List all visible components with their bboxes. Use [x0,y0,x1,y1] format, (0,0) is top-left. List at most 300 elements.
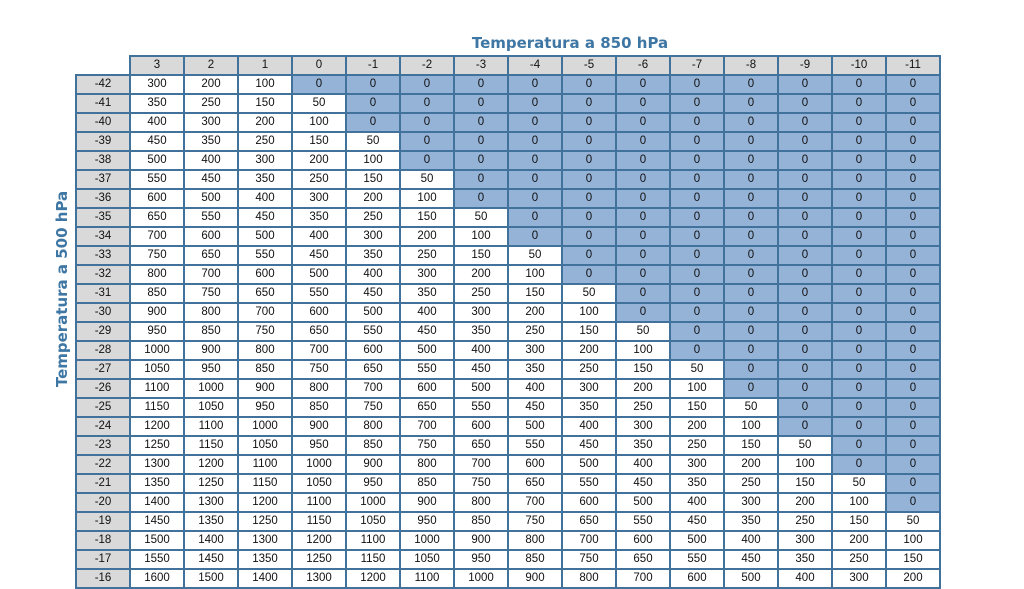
column-header: 3 [130,56,184,75]
table-cell: 1050 [130,360,184,379]
table-row [76,246,940,265]
table-cell: 550 [454,398,508,417]
table-cell: 0 [886,151,940,170]
table-cell: 0 [778,379,832,398]
table-cell: 650 [400,398,454,417]
table-cell: 0 [778,303,832,322]
table-cell: 850 [238,360,292,379]
table-cell: 900 [238,379,292,398]
table-cell: 100 [508,265,562,284]
table-cell: 450 [616,474,670,493]
row-header: -30 [76,303,130,322]
table-cell: 1000 [184,379,238,398]
table-cell: 150 [562,322,616,341]
table-cell: 0 [886,474,940,493]
table-cell: 650 [346,360,400,379]
table-cell: 150 [238,94,292,113]
table-cell: 550 [616,512,670,531]
table-row [76,417,940,436]
table-cell: 450 [400,322,454,341]
table-cell: 50 [616,322,670,341]
table-cell: 100 [454,227,508,246]
table-row [76,550,940,569]
table-cell: 500 [670,531,724,550]
table-cell: 50 [670,360,724,379]
table-cell: 900 [508,569,562,588]
table-cell: 0 [670,208,724,227]
table-cell: 300 [454,303,508,322]
table-cell: 0 [562,227,616,246]
row-header: -35 [76,208,130,227]
table-cell: 250 [508,322,562,341]
table-cell: 0 [616,246,670,265]
row-header: -29 [76,322,130,341]
table-cell: 200 [346,189,400,208]
table-cell: 0 [886,398,940,417]
table-cell: 0 [400,151,454,170]
table-cell: 0 [778,208,832,227]
table-cell: 0 [778,341,832,360]
table-cell: 950 [130,322,184,341]
table-cell: 700 [562,531,616,550]
table-cell: 0 [508,170,562,189]
column-header: -10 [832,56,886,75]
table-cell: 400 [346,265,400,284]
table-cell: 350 [724,512,778,531]
table-cell: 0 [454,170,508,189]
table-cell: 150 [724,436,778,455]
table-cell: 700 [400,417,454,436]
table-cell: 1550 [130,550,184,569]
table-cell: 800 [238,341,292,360]
table-cell: 700 [454,455,508,474]
table-cell: 800 [292,379,346,398]
table-cell: 300 [778,531,832,550]
data-table [75,55,941,589]
table-cell: 350 [562,398,616,417]
table-cell: 250 [454,284,508,303]
table-cell: 250 [400,246,454,265]
table-cell: 50 [400,170,454,189]
table-cell: 0 [508,132,562,151]
table-cell: 1150 [184,436,238,455]
table-cell: 950 [184,360,238,379]
table-cell: 200 [508,303,562,322]
table-cell: 0 [562,208,616,227]
row-header: -39 [76,132,130,151]
table-cell: 0 [670,113,724,132]
table-cell: 0 [670,75,724,94]
table-cell: 1250 [130,436,184,455]
table-cell: 900 [400,493,454,512]
table-cell: 0 [724,208,778,227]
table-cell: 0 [400,94,454,113]
table-cell: 700 [238,303,292,322]
table-cell: 350 [184,132,238,151]
table-cell: 850 [454,512,508,531]
table-cell: 0 [670,151,724,170]
table-cell: 1200 [130,417,184,436]
table-cell: 250 [616,398,670,417]
table-cell: 600 [292,303,346,322]
table-cell: 150 [454,246,508,265]
table-cell: 500 [238,227,292,246]
table-cell: 250 [670,436,724,455]
table-cell: 800 [400,455,454,474]
table-cell: 0 [724,227,778,246]
table-cell: 0 [886,284,940,303]
table-cell: 650 [562,512,616,531]
table-cell: 1150 [346,550,400,569]
table-cell: 100 [832,493,886,512]
table-cell: 800 [562,569,616,588]
table-cell: 500 [724,569,778,588]
table-cell: 0 [832,208,886,227]
table-cell: 1500 [130,531,184,550]
table-cell: 800 [130,265,184,284]
table-cell: 0 [886,322,940,341]
table-cell: 200 [832,531,886,550]
table-cell: 50 [562,284,616,303]
table-cell: 50 [778,436,832,455]
table-cell: 0 [508,151,562,170]
column-axis-title: Temperatura a 850 hPa [471,34,669,52]
table-row [76,474,940,493]
table-cell: 1100 [346,531,400,550]
table-cell: 0 [778,360,832,379]
table-cell: 450 [292,246,346,265]
table-cell: 0 [832,75,886,94]
table-cell: 0 [724,265,778,284]
table-cell: 0 [832,132,886,151]
table-cell: 150 [346,170,400,189]
table-cell: 550 [130,170,184,189]
table-cell: 400 [724,531,778,550]
table-cell: 900 [346,455,400,474]
table-cell: 500 [184,189,238,208]
table-cell: 0 [670,265,724,284]
table-cell: 1450 [130,512,184,531]
table-row [76,569,940,588]
table-cell: 0 [832,265,886,284]
table-cell: 500 [400,341,454,360]
table-cell: 0 [832,322,886,341]
table-cell: 0 [886,113,940,132]
table-cell: 800 [508,531,562,550]
table-cell: 1250 [238,512,292,531]
table-cell: 0 [832,455,886,474]
table-cell: 350 [238,170,292,189]
table-cell: 0 [832,284,886,303]
table-cell: 0 [562,113,616,132]
table-cell: 500 [292,265,346,284]
table-cell: 0 [346,113,400,132]
table-cell: 0 [778,265,832,284]
table-cell: 150 [778,474,832,493]
table-cell: 0 [400,75,454,94]
table-cell: 500 [346,303,400,322]
table-cell: 300 [724,493,778,512]
table-cell: 700 [346,379,400,398]
table-cell: 250 [562,360,616,379]
column-header: 2 [184,56,238,75]
table-cell: 0 [886,493,940,512]
row-header: -17 [76,550,130,569]
table-cell: 100 [238,75,292,94]
row-header: -23 [76,436,130,455]
table-cell: 0 [832,436,886,455]
column-header: -6 [616,56,670,75]
table-cell: 100 [886,531,940,550]
table-cell: 0 [724,284,778,303]
table-cell: 0 [832,398,886,417]
table-cell: 500 [616,493,670,512]
table-cell: 50 [346,132,400,151]
table-cell: 1300 [238,531,292,550]
table-cell: 350 [400,284,454,303]
table-cell: 0 [724,151,778,170]
table-cell: 0 [832,417,886,436]
table-cell: 500 [508,417,562,436]
table-cell: 400 [508,379,562,398]
table-cell: 0 [886,265,940,284]
table-cell: 650 [130,208,184,227]
table-cell: 0 [562,75,616,94]
table-cell: 700 [130,227,184,246]
table-cell: 450 [454,360,508,379]
table-cell: 1100 [130,379,184,398]
table-cell: 0 [886,455,940,474]
table-cell: 0 [778,417,832,436]
table-cell: 700 [616,569,670,588]
table-cell: 600 [346,341,400,360]
table-cell: 250 [724,474,778,493]
row-header: -25 [76,398,130,417]
column-header: -2 [400,56,454,75]
table-cell: 750 [184,284,238,303]
table-cell: 0 [832,94,886,113]
table-cell: 0 [724,322,778,341]
table-cell: 0 [832,303,886,322]
table-cell: 0 [670,284,724,303]
table-cell: 850 [292,398,346,417]
table-cell: 650 [616,550,670,569]
table-cell: 300 [508,341,562,360]
table-cell: 950 [238,398,292,417]
table-cell: 0 [778,113,832,132]
table-cell: 450 [346,284,400,303]
table-cell: 300 [616,417,670,436]
table-cell: 1050 [346,512,400,531]
table-cell: 1050 [400,550,454,569]
table-cell: 0 [562,265,616,284]
table-row [76,151,940,170]
table-cell: 850 [130,284,184,303]
table-cell: 0 [400,132,454,151]
row-header: -33 [76,246,130,265]
table-cell: 0 [454,113,508,132]
table-cell: 400 [292,227,346,246]
table-cell: 900 [454,531,508,550]
table-row [76,512,940,531]
table-cell: 450 [130,132,184,151]
row-header: -22 [76,455,130,474]
table-cell: 1250 [292,550,346,569]
table-cell: 1150 [238,474,292,493]
table-row [76,379,940,398]
table-cell: 550 [346,322,400,341]
table-cell: 300 [346,227,400,246]
table-cell: 700 [508,493,562,512]
table-row [76,284,940,303]
table-cell: 150 [886,550,940,569]
table-cell: 1150 [130,398,184,417]
table-cell: 350 [130,94,184,113]
table-cell: 0 [724,303,778,322]
table-cell: 750 [238,322,292,341]
table-cell: 750 [508,512,562,531]
table-cell: 750 [400,436,454,455]
table-cell: 600 [616,531,670,550]
table-cell: 200 [292,151,346,170]
table-cell: 0 [346,94,400,113]
row-header: -27 [76,360,130,379]
table-cell: 1350 [238,550,292,569]
table-cell: 1350 [130,474,184,493]
column-header: 0 [292,56,346,75]
table-cell: 1200 [238,493,292,512]
table-cell: 0 [508,113,562,132]
table-cell: 0 [778,151,832,170]
table-cell: 200 [616,379,670,398]
table-cell: 750 [292,360,346,379]
table-cell: 400 [130,113,184,132]
table-cell: 600 [454,417,508,436]
table-cell: 650 [238,284,292,303]
table-row [76,189,940,208]
table-row [76,303,940,322]
table-cell: 250 [184,94,238,113]
table-cell: 150 [616,360,670,379]
table-row [76,436,940,455]
table-cell: 400 [616,455,670,474]
table-cell: 0 [886,303,940,322]
table-cell: 100 [670,379,724,398]
table-cell: 50 [724,398,778,417]
table-cell: 0 [724,189,778,208]
table-cell: 0 [670,170,724,189]
table-cell: 0 [724,113,778,132]
table-cell: 1250 [184,474,238,493]
table-cell: 200 [886,569,940,588]
table-cell: 0 [886,360,940,379]
table-cell: 0 [616,284,670,303]
table-cell: 600 [130,189,184,208]
table-cell: 150 [670,398,724,417]
table-cell: 750 [454,474,508,493]
table-row [76,94,940,113]
table-cell: 0 [886,170,940,189]
table-cell: 0 [562,246,616,265]
row-header: -26 [76,379,130,398]
table-cell: 0 [724,360,778,379]
table-cell: 500 [562,455,616,474]
table-row [76,75,940,94]
table-cell: 350 [292,208,346,227]
table-cell: 500 [130,151,184,170]
row-header: -16 [76,569,130,588]
table-cell: 0 [616,227,670,246]
table-cell: 0 [886,417,940,436]
table-cell: 1000 [292,455,346,474]
table-cell: 50 [886,512,940,531]
table-cell: 0 [616,189,670,208]
row-header: -34 [76,227,130,246]
table-cell: 0 [616,113,670,132]
table-cell: 350 [508,360,562,379]
table-cell: 550 [400,360,454,379]
table-cell: 300 [562,379,616,398]
table-cell: 450 [184,170,238,189]
table-cell: 550 [184,208,238,227]
table-cell: 300 [400,265,454,284]
table-cell: 1300 [292,569,346,588]
table-cell: 900 [130,303,184,322]
table-cell: 0 [508,94,562,113]
table-cell: 1500 [184,569,238,588]
table-cell: 550 [508,436,562,455]
table-cell: 450 [238,208,292,227]
table-cell: 650 [292,322,346,341]
table-row [76,360,940,379]
table-cell: 600 [670,569,724,588]
table-cell: 0 [724,94,778,113]
table-cell: 1200 [184,455,238,474]
table-cell: 0 [724,246,778,265]
table-cell: 250 [778,512,832,531]
table-cell: 0 [832,246,886,265]
row-header: -32 [76,265,130,284]
table-cell: 0 [562,132,616,151]
table-cell: 0 [832,170,886,189]
table-cell: 1100 [292,493,346,512]
table-cell: 400 [778,569,832,588]
table-cell: 200 [400,227,454,246]
column-header: -1 [346,56,400,75]
table-cell: 0 [670,94,724,113]
row-header: -38 [76,151,130,170]
table-cell: 0 [562,94,616,113]
column-header: -5 [562,56,616,75]
table-cell: 0 [832,227,886,246]
table-cell: 0 [778,75,832,94]
table-cell: 0 [886,94,940,113]
table-cell: 300 [238,151,292,170]
table-cell: 900 [292,417,346,436]
table-cell: 250 [346,208,400,227]
table-cell: 100 [400,189,454,208]
table-cell: 150 [400,208,454,227]
table-cell: 0 [886,379,940,398]
table-row [76,493,940,512]
table-cell: 1050 [238,436,292,455]
table-cell: 500 [454,379,508,398]
table-cell: 0 [346,75,400,94]
table-cell: 0 [292,75,346,94]
table-cell: 0 [508,227,562,246]
table-cell: 0 [724,170,778,189]
table-cell: 0 [670,189,724,208]
